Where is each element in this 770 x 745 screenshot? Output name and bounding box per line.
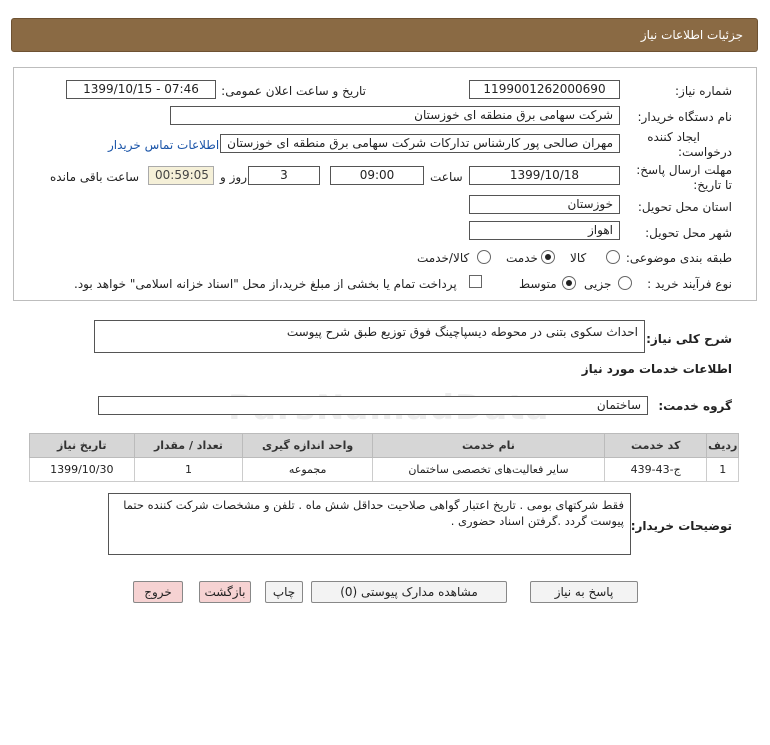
creator-label-2: درخواست:	[678, 145, 732, 159]
city-field: اهواز	[469, 221, 620, 240]
deadline-time-field: 09:00	[330, 166, 424, 185]
col-service-code: کد خدمت	[604, 434, 706, 458]
view-attachments-button[interactable]: مشاهده مدارک پیوستی (0)	[311, 581, 507, 603]
need-number-field: 1199001262000690	[469, 80, 620, 99]
process-medium-label: متوسط	[519, 277, 557, 291]
exit-button[interactable]: خروج	[133, 581, 183, 603]
col-unit: واحد اندازه گیری	[243, 434, 373, 458]
table-row	[30, 458, 739, 482]
remaining-label: ساعت باقی مانده	[50, 170, 140, 184]
cell-service-code: ج-43-439	[604, 458, 706, 482]
contact-info-link[interactable]: اطلاعات تماس خریدار	[108, 138, 220, 152]
service-group-label: گروه خدمت:	[658, 399, 732, 413]
process-label: نوع فرآیند خرید :	[647, 277, 732, 291]
cell-quantity: 1	[134, 458, 243, 482]
buyer-org-field: شرکت سهامی برق منطقه ای خوزستان	[170, 106, 620, 125]
need-number-label: شماره نیاز:	[675, 84, 732, 98]
treasury-payment-checkbox[interactable]	[469, 275, 482, 288]
category-both-radio[interactable]	[477, 250, 491, 264]
time-label: ساعت	[430, 170, 463, 184]
buyer-notes-label: توضیحات خریدار:	[630, 519, 732, 533]
col-need-date: تاریخ نیاز	[30, 434, 135, 458]
back-button[interactable]: بازگشت	[199, 581, 251, 603]
creator-field: مهران صالحی پور کارشناس تدارکات شرکت سهامی برق منطقه ای خوزستان	[220, 134, 620, 153]
deadline-label-2: تا تاریخ:	[693, 178, 732, 192]
process-medium-radio[interactable]	[562, 276, 576, 290]
print-button[interactable]: چاپ	[265, 581, 303, 603]
table-header-row	[30, 434, 739, 458]
payment-note: پرداخت تمام یا بخشی از مبلغ خرید،از محل "اسناد خزانه اسلامی" خواهد بود.	[74, 277, 457, 291]
col-quantity: تعداد / مقدار	[134, 434, 243, 458]
buyer-org-label: نام دستگاه خریدار:	[637, 110, 732, 124]
province-field: خوزستان	[469, 195, 620, 214]
category-service-radio[interactable]	[541, 250, 555, 264]
deadline-label-1: مهلت ارسال پاسخ:	[636, 163, 732, 177]
process-minor-radio[interactable]	[618, 276, 632, 290]
cell-service-name: سایر فعالیت‌های تخصصی ساختمان	[372, 458, 604, 482]
services-heading: اطلاعات خدمات مورد نیاز	[581, 362, 732, 376]
page-title: جزئیات اطلاعات نیاز	[640, 28, 743, 42]
creator-label-1: ایجاد کننده	[647, 130, 700, 144]
summary-field: احداث سکوی بتنی در محوطه دیسپاچینگ فوق توزیع طبق شرح پیوست	[94, 320, 645, 353]
services-table	[29, 433, 739, 482]
announce-label: تاریخ و ساعت اعلان عمومی:	[221, 84, 366, 98]
page-header	[11, 18, 758, 52]
remaining-time-field: 00:59:05	[148, 166, 214, 185]
category-label: طبقه بندی موضوعی:	[625, 251, 732, 265]
category-goods-label: کالا	[570, 251, 587, 265]
province-label: استان محل تحویل:	[637, 200, 732, 214]
city-label: شهر محل تحویل:	[645, 226, 732, 240]
category-service-label: خدمت	[506, 251, 538, 265]
days-field: 3	[248, 166, 320, 185]
summary-label: شرح کلی نیاز:	[646, 332, 732, 346]
service-group-field: ساختمان	[98, 396, 648, 415]
cell-need-date: 1399/10/30	[30, 458, 135, 482]
col-service-name: نام خدمت	[372, 434, 604, 458]
days-label: روز و	[220, 170, 247, 184]
cell-row-number: 1	[707, 458, 739, 482]
announce-field: 1399/10/15 - 07:46	[66, 80, 216, 99]
process-minor-label: جزیی	[584, 277, 612, 291]
cell-unit: مجموعه	[243, 458, 373, 482]
col-row-number: ردیف	[707, 434, 739, 458]
reply-button[interactable]: پاسخ به نیاز	[530, 581, 638, 603]
buyer-notes-field: فقط شرکتهای بومی . تاریخ اعتبار گواهی صلاحیت حداقل شش ماه . تلفن و مشخصات شرکت کننده حتما پیوست گردد .گرفتن اسناد حضوری .	[108, 493, 631, 555]
deadline-date-field: 1399/10/18	[469, 166, 620, 185]
category-goods-radio[interactable]	[606, 250, 620, 264]
category-both-label: کالا/خدمت	[417, 251, 470, 265]
